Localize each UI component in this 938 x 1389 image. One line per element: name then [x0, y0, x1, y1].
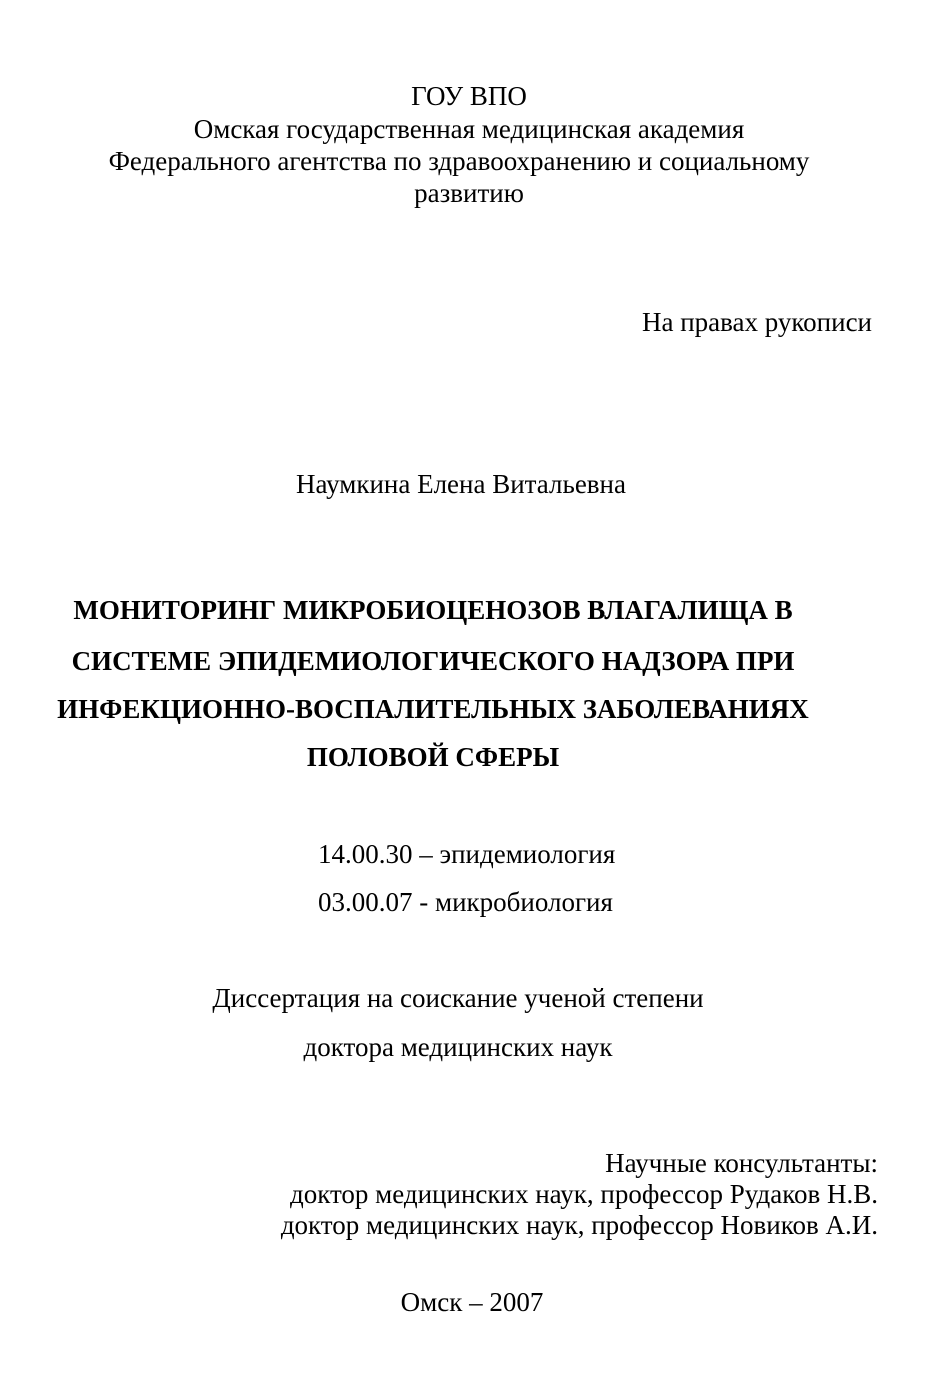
- degree-line-2: доктора медицинских наук: [303, 1032, 613, 1062]
- thesis-title-line-2: СИСТЕМЕ ЭПИДЕМИОЛОГИЧЕСКОГО НАДЗОРА ПРИ: [71, 646, 795, 676]
- consultants-heading: Научные консультанты:: [605, 1148, 878, 1178]
- consultant-rudakov: доктор медицинских наук, профессор Рудаков Н.В.: [289, 1179, 878, 1209]
- consultant-novikov: доктор медицинских наук, профессор Новиков А.И.: [280, 1210, 878, 1240]
- agency-line-1: Федерального агентства по здравоохранению и социальному: [108, 146, 810, 176]
- specialty-epidemiology: 14.00.30 – эпидемиология: [318, 839, 616, 869]
- author-name: Наумкина Елена Витальевна: [296, 469, 626, 499]
- degree-line-1: Диссертация на соискание ученой степени: [212, 983, 704, 1013]
- manuscript-note: На правах рукописи: [641, 307, 872, 337]
- thesis-title-line-3: ИНФЕКЦИОННО-ВОСПАЛИТЕЛЬНЫХ ЗАБОЛЕВАНИЯХ: [57, 694, 809, 724]
- agency-line-2: развитию: [414, 178, 524, 208]
- thesis-title-line-1: МОНИТОРИНГ МИКРОБИОЦЕНОЗОВ ВЛАГАЛИЩА В: [73, 595, 793, 625]
- place-year: Омск – 2007: [400, 1287, 544, 1317]
- org-name: Омская государственная медицинская академия: [193, 114, 745, 144]
- thesis-title-line-4: ПОЛОВОЙ СФЕРЫ: [306, 742, 560, 772]
- specialty-microbiology: 03.00.07 - микробиология: [318, 887, 613, 917]
- org-short: ГОУ ВПО: [411, 81, 527, 111]
